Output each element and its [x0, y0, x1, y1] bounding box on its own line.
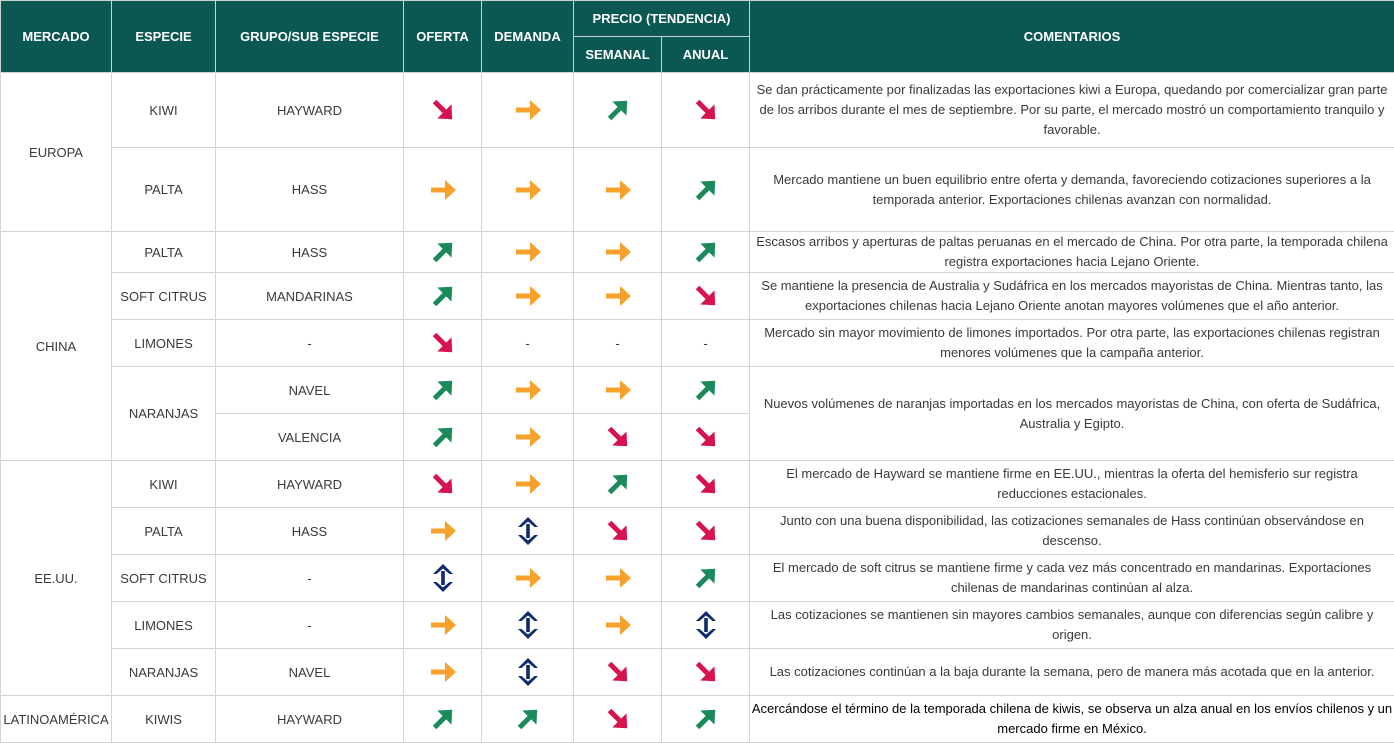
arrow-up-right-icon — [428, 422, 458, 452]
arrow-up-down-icon — [513, 657, 543, 687]
anual-cell — [662, 649, 750, 696]
arrow-right-icon — [603, 175, 633, 205]
arrow-right-icon — [603, 610, 633, 640]
demanda-cell — [482, 232, 574, 273]
demanda-cell — [482, 696, 574, 743]
table-row — [1, 461, 1394, 508]
semanal-cell — [574, 696, 662, 743]
table-row — [1, 649, 1394, 696]
semanal-cell: - — [574, 320, 662, 367]
arrow-up-right-icon — [603, 469, 633, 499]
grupo-cell: NAVEL — [216, 367, 404, 414]
grupo-cell: HAYWARD — [216, 73, 404, 148]
arrow-down-right-icon — [691, 516, 721, 546]
header-semanal: SEMANAL — [574, 37, 662, 73]
arrow-down-right-icon — [691, 281, 721, 311]
comentario-cell: Las cotizaciones continúan a la baja durante la semana, pero de manera más acotada que en la anterior. — [750, 649, 1394, 696]
anual-cell — [662, 232, 750, 273]
demanda-cell — [482, 602, 574, 649]
arrow-up-right-icon — [691, 175, 721, 205]
oferta-cell — [404, 508, 482, 555]
semanal-cell — [574, 273, 662, 320]
demanda-cell — [482, 555, 574, 602]
oferta-cell — [404, 273, 482, 320]
demanda-cell — [482, 414, 574, 461]
arrow-right-icon — [513, 563, 543, 593]
arrow-up-right-icon — [428, 281, 458, 311]
grupo-cell: NAVEL — [216, 649, 404, 696]
arrow-down-right-icon — [691, 95, 721, 125]
arrow-right-icon — [428, 610, 458, 640]
arrow-down-right-icon — [603, 704, 633, 734]
especie-cell: LIMONES — [112, 602, 216, 649]
especie-cell: SOFT CITRUS — [112, 273, 216, 320]
semanal-cell — [574, 508, 662, 555]
especie-cell: KIWIS — [112, 696, 216, 743]
arrow-right-icon — [513, 281, 543, 311]
market-cell: EUROPA — [1, 73, 112, 232]
especie-cell: LIMONES — [112, 320, 216, 367]
arrow-up-right-icon — [428, 375, 458, 405]
table-row — [1, 232, 1394, 273]
arrow-up-right-icon — [691, 563, 721, 593]
semanal-cell — [574, 602, 662, 649]
arrow-up-right-icon — [691, 704, 721, 734]
arrow-up-down-icon — [513, 516, 543, 546]
comentario-cell: Mercado sin mayor movimiento de limones importados. Por otra parte, las exportaciones chilenas registran menores volúmenes que la campaña anterior. — [750, 320, 1394, 367]
oferta-cell — [404, 602, 482, 649]
demanda-cell — [482, 649, 574, 696]
arrow-right-icon — [603, 281, 633, 311]
grupo-cell: - — [216, 320, 404, 367]
demanda-cell — [482, 461, 574, 508]
arrow-down-right-icon — [691, 657, 721, 687]
arrow-up-right-icon — [428, 704, 458, 734]
arrow-down-right-icon — [603, 657, 633, 687]
arrow-right-icon — [428, 516, 458, 546]
arrow-right-icon — [603, 237, 633, 267]
arrow-up-right-icon — [691, 375, 721, 405]
arrow-right-icon — [513, 175, 543, 205]
oferta-cell — [404, 649, 482, 696]
especie-cell: NARANJAS — [112, 649, 216, 696]
arrow-up-right-icon — [513, 704, 543, 734]
table-row — [1, 148, 1394, 232]
semanal-cell — [574, 649, 662, 696]
arrow-right-icon — [428, 175, 458, 205]
anual-cell — [662, 602, 750, 649]
especie-cell: PALTA — [112, 148, 216, 232]
grupo-cell: - — [216, 602, 404, 649]
grupo-cell: VALENCIA — [216, 414, 404, 461]
arrow-down-right-icon — [428, 95, 458, 125]
arrow-right-icon — [513, 237, 543, 267]
comentario-cell: Mercado mantiene un buen equilibrio entre oferta y demanda, favoreciendo cotizaciones superiores a la temporada anterior. Exportaciones chilenas avanzan con normalidad. — [750, 148, 1394, 232]
demanda-cell: - — [482, 320, 574, 367]
table-row — [1, 696, 1394, 743]
demanda-cell — [482, 73, 574, 148]
comentario-cell: El mercado de soft citrus se mantiene firme y cada vez más concentrado en mandarinas. Exportaciones chilenas de mandarinas continúan al alza. — [750, 555, 1394, 602]
oferta-cell — [404, 367, 482, 414]
demanda-cell — [482, 508, 574, 555]
oferta-cell — [404, 320, 482, 367]
arrow-right-icon — [513, 95, 543, 125]
comentario-cell: Acercándose el término de la temporada chilena de kiwis, se observa un alza anual en los envíos chilenos y un mercado firme en México. — [750, 696, 1394, 743]
grupo-cell: HASS — [216, 232, 404, 273]
header-comentarios: COMENTARIOS — [750, 1, 1394, 73]
arrow-down-right-icon — [691, 422, 721, 452]
table-row — [1, 602, 1394, 649]
anual-cell — [662, 461, 750, 508]
arrow-down-right-icon — [603, 422, 633, 452]
arrow-right-icon — [428, 657, 458, 687]
anual-cell — [662, 696, 750, 743]
especie-cell: PALTA — [112, 232, 216, 273]
oferta-cell — [404, 73, 482, 148]
comentario-cell: Nuevos volúmenes de naranjas importadas en los mercados mayoristas de China, con oferta de Sudáfrica, Australia y Egipto. — [750, 367, 1394, 461]
oferta-cell — [404, 232, 482, 273]
especie-cell: SOFT CITRUS — [112, 555, 216, 602]
arrow-right-icon — [603, 375, 633, 405]
oferta-cell — [404, 414, 482, 461]
arrow-up-right-icon — [691, 237, 721, 267]
comentario-cell: Se mantiene la presencia de Australia y Sudáfrica en los mercados mayoristas de China. Mientras tanto, las exportaciones chilenas hacia Lejano Oriente anotan mayores volúmenes que el año anterior. — [750, 273, 1394, 320]
semanal-cell — [574, 148, 662, 232]
header-precio: PRECIO (TENDENCIA) — [574, 1, 750, 37]
semanal-cell — [574, 367, 662, 414]
grupo-cell: HAYWARD — [216, 461, 404, 508]
especie-cell: KIWI — [112, 461, 216, 508]
header-demanda: DEMANDA — [482, 1, 574, 73]
anual-cell — [662, 273, 750, 320]
grupo-cell: MANDARINAS — [216, 273, 404, 320]
market-cell: CHINA — [1, 232, 112, 461]
comentario-cell: Junto con una buena disponibilidad, las cotizaciones semanales de Hass continúan observándose en descenso. — [750, 508, 1394, 555]
header-grupo: GRUPO/SUB ESPECIE — [216, 1, 404, 73]
anual-cell — [662, 508, 750, 555]
arrow-right-icon — [603, 563, 633, 593]
anual-cell: - — [662, 320, 750, 367]
header-anual: ANUAL — [662, 37, 750, 73]
oferta-cell — [404, 555, 482, 602]
semanal-cell — [574, 232, 662, 273]
comentario-cell: Las cotizaciones se mantienen sin mayores cambios semanales, aunque con diferencias según calibre y origen. — [750, 602, 1394, 649]
arrow-up-down-icon — [428, 563, 458, 593]
market-cell: LATINOAMÉRICA — [1, 696, 112, 743]
table-row — [1, 320, 1394, 367]
arrow-right-icon — [513, 422, 543, 452]
especie-cell: PALTA — [112, 508, 216, 555]
market-cell: EE.UU. — [1, 461, 112, 696]
semanal-cell — [574, 73, 662, 148]
demanda-cell — [482, 148, 574, 232]
arrow-down-right-icon — [691, 469, 721, 499]
comentario-cell: Se dan prácticamente por finalizadas las exportaciones kiwi a Europa, quedando por comercializar gran parte de los arribos durante el mes de septiembre. Por su parte, el mercado mostró un comportamiento tranquilo y favorable. — [750, 73, 1394, 148]
table-row — [1, 508, 1394, 555]
grupo-cell: HASS — [216, 508, 404, 555]
oferta-cell — [404, 148, 482, 232]
grupo-cell: HASS — [216, 148, 404, 232]
demanda-cell — [482, 273, 574, 320]
arrow-up-down-icon — [691, 610, 721, 640]
arrow-down-right-icon — [428, 328, 458, 358]
arrow-up-down-icon — [513, 610, 543, 640]
arrow-down-right-icon — [428, 469, 458, 499]
arrow-up-right-icon — [428, 237, 458, 267]
arrow-right-icon — [513, 469, 543, 499]
header-especie: ESPECIE — [112, 1, 216, 73]
especie-cell: NARANJAS — [112, 367, 216, 461]
semanal-cell — [574, 414, 662, 461]
table-row — [1, 555, 1394, 602]
table-row — [1, 73, 1394, 148]
anual-cell — [662, 367, 750, 414]
comentario-cell: El mercado de Hayward se mantiene firme en EE.UU., mientras la oferta del hemisferio sur registra reducciones estacionales. — [750, 461, 1394, 508]
table-row — [1, 367, 1394, 414]
comentario-cell: Escasos arribos y aperturas de paltas peruanas en el mercado de China. Por otra parte, la temporada chilena registra exportaciones hacia Lejano Oriente. — [750, 232, 1394, 273]
oferta-cell — [404, 696, 482, 743]
arrow-up-right-icon — [603, 95, 633, 125]
demanda-cell — [482, 367, 574, 414]
semanal-cell — [574, 461, 662, 508]
header-oferta: OFERTA — [404, 1, 482, 73]
anual-cell — [662, 414, 750, 461]
arrow-down-right-icon — [603, 516, 633, 546]
arrow-right-icon — [513, 375, 543, 405]
header-mercado: MERCADO — [1, 1, 112, 73]
anual-cell — [662, 148, 750, 232]
especie-cell: KIWI — [112, 73, 216, 148]
anual-cell — [662, 555, 750, 602]
table-row — [1, 273, 1394, 320]
semanal-cell — [574, 555, 662, 602]
oferta-cell — [404, 461, 482, 508]
grupo-cell: - — [216, 555, 404, 602]
anual-cell — [662, 73, 750, 148]
grupo-cell: HAYWARD — [216, 696, 404, 743]
